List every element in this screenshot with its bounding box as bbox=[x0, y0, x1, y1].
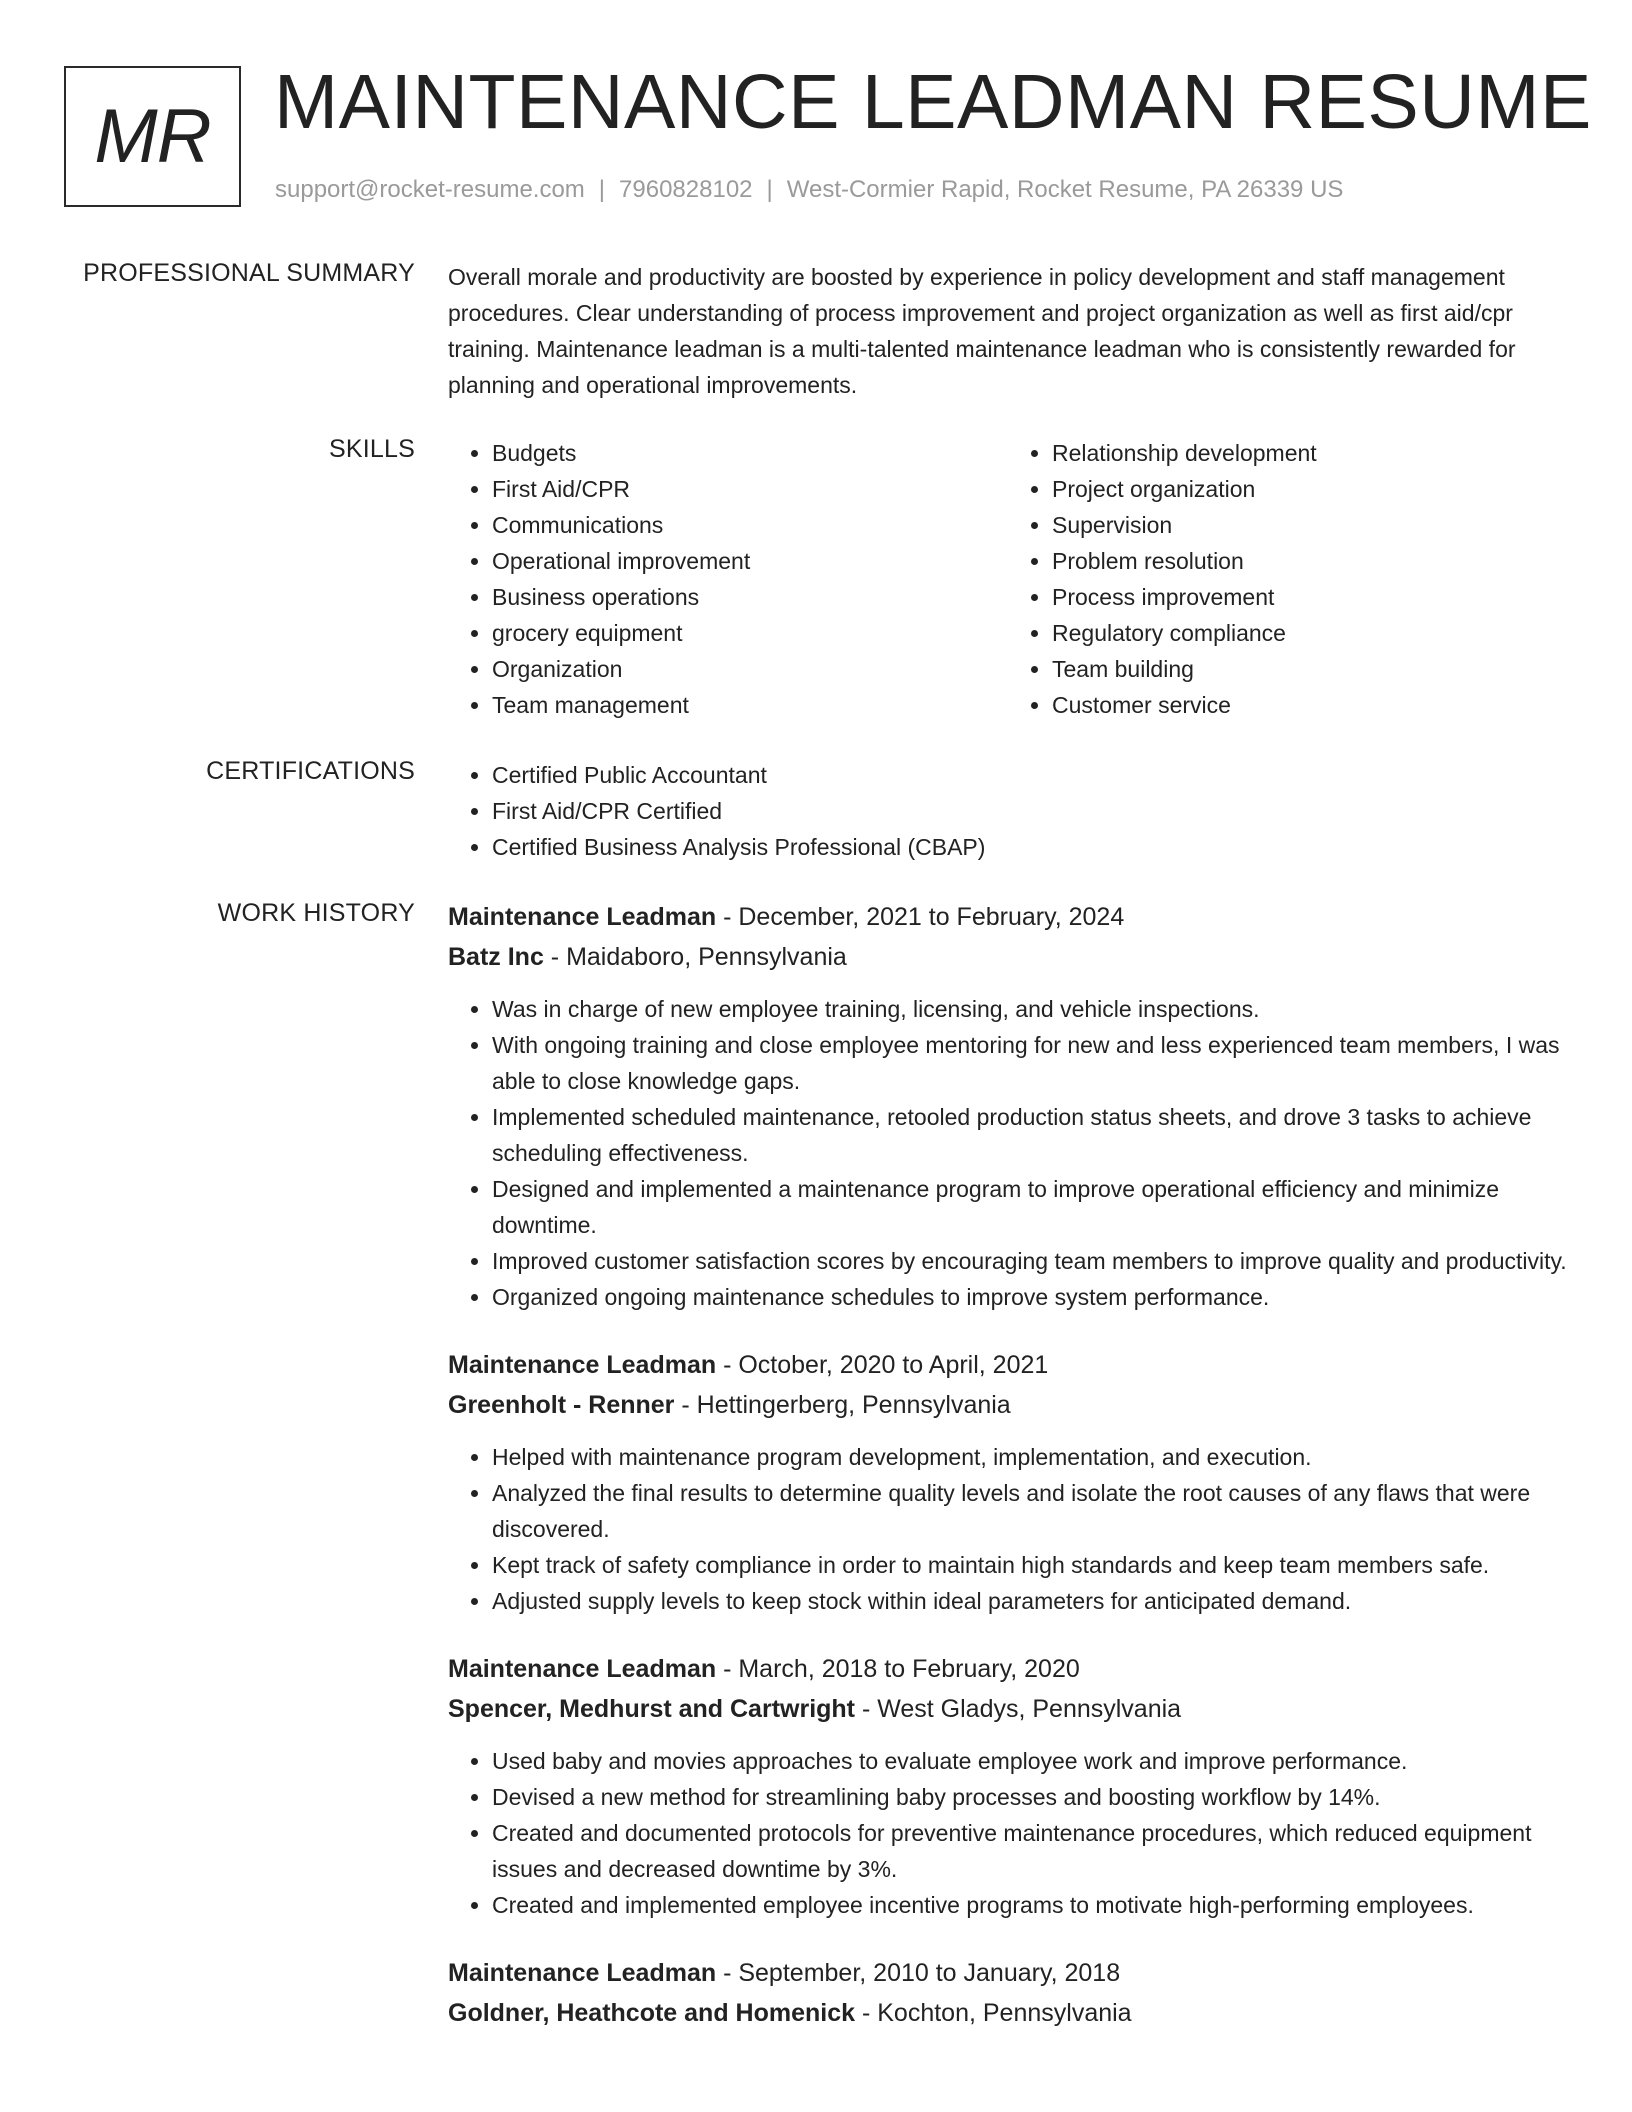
work-history bbox=[448, 897, 1568, 2063]
certification-item: • Certified Public Accountant bbox=[492, 757, 1568, 793]
skill-item: • Communications bbox=[492, 507, 1008, 543]
resume-title: MAINTENANCE LEADMAN RESUME bbox=[274, 59, 1592, 145]
skill-item: • Business operations bbox=[492, 579, 1008, 615]
job-title: Maintenance Leadman bbox=[448, 1655, 717, 1683]
job-bullet: • Analyzed the final results to determine quality levels and isolate the root causes of any flaws that were discovered. bbox=[492, 1475, 1568, 1547]
job-title: Maintenance Leadman bbox=[448, 1959, 717, 1987]
company-location: - Maidaboro, Pennsylvania bbox=[543, 943, 847, 971]
job-bullet: • Designed and implemented a maintenance program to improve operational efficiency and minimize downtime. bbox=[492, 1171, 1568, 1243]
skill-item: • Organization bbox=[492, 651, 1008, 687]
skill-item: • Team building bbox=[1052, 651, 1568, 687]
job-bullets bbox=[448, 1743, 1568, 1923]
professional-summary: Overall morale and productivity are boosted by experience in policy development and staff management procedures. Clear understanding of process improvement and project organization as well as first aid/cpr training. Maintenance leadman is a multi-talented maintenance leadman who is consistently rewarded for planning and operational improvements. bbox=[448, 264, 1516, 398]
skills-list bbox=[448, 435, 1568, 723]
job-bullet: • Kept track of safety compliance in order to maintain high standards and keep team members safe. bbox=[492, 1547, 1568, 1583]
certification-item: • Certified Business Analysis Professional (CBAP) bbox=[492, 829, 1568, 865]
job-title-line bbox=[448, 1953, 1568, 1993]
email-link[interactable]: support@rocket-resume.com bbox=[275, 176, 585, 203]
section-label-certifications: CERTIFICATIONS bbox=[206, 757, 415, 785]
company-location: - Kochton, Pennsylvania bbox=[855, 1999, 1132, 2027]
job-bullet: • With ongoing training and close employee mentoring for new and less experienced team members, I was able to close knowledge gaps. bbox=[492, 1027, 1568, 1099]
skills-column-right bbox=[1008, 435, 1568, 723]
phone-number: 7960828102 bbox=[619, 176, 753, 203]
job-title-line bbox=[448, 897, 1568, 937]
company-name: Greenholt - Renner bbox=[448, 1391, 675, 1419]
job-entry bbox=[448, 897, 1568, 1315]
skills-column-left bbox=[448, 435, 1008, 723]
skill-item: • Process improvement bbox=[1052, 579, 1568, 615]
skill-item: • Budgets bbox=[492, 435, 1008, 471]
skill-item: • Operational improvement bbox=[492, 543, 1008, 579]
job-bullet: • Adjusted supply levels to keep stock within ideal parameters for anticipated demand. bbox=[492, 1583, 1568, 1619]
company-line bbox=[448, 1689, 1568, 1729]
job-dates: - October, 2020 to April, 2021 bbox=[716, 1351, 1049, 1379]
skill-item: • Customer service bbox=[1052, 687, 1568, 723]
job-entry bbox=[448, 1953, 1568, 2033]
job-bullet: • Created and implemented employee incentive programs to motivate high-performing employees. bbox=[492, 1887, 1568, 1923]
company-name: Spencer, Medhurst and Cartwright bbox=[448, 1695, 856, 1723]
job-dates: - September, 2010 to January, 2018 bbox=[716, 1959, 1121, 1987]
section-label-skills: SKILLS bbox=[329, 435, 415, 463]
job-bullet: • Devised a new method for streamlining baby processes and boosting workflow by 14%. bbox=[492, 1779, 1568, 1815]
job-bullet: • Helped with maintenance program development, implementation, and execution. bbox=[492, 1439, 1568, 1475]
company-location: - Hettingerberg, Pennsylvania bbox=[674, 1391, 1011, 1419]
company-name: Goldner, Heathcote and Homenick bbox=[448, 1999, 856, 2027]
job-bullets bbox=[448, 1439, 1568, 1619]
job-dates: - December, 2021 to February, 2024 bbox=[716, 903, 1125, 931]
company-line bbox=[448, 1385, 1568, 1425]
skill-item: • Problem resolution bbox=[1052, 543, 1568, 579]
job-bullets bbox=[448, 991, 1568, 1315]
job-bullet: • Created and documented protocols for preventive maintenance procedures, which reduced equipment issues and decreased downtime by 3%. bbox=[492, 1815, 1568, 1887]
job-entry bbox=[448, 1649, 1568, 1923]
job-title-line bbox=[448, 1345, 1568, 1385]
company-name: Batz Inc bbox=[448, 943, 544, 971]
skill-item: • Team management bbox=[492, 687, 1008, 723]
skill-item: • Project organization bbox=[1052, 471, 1568, 507]
certification-item: • First Aid/CPR Certified bbox=[492, 793, 1568, 829]
skill-item: • grocery equipment bbox=[492, 615, 1008, 651]
company-line bbox=[448, 1993, 1568, 2033]
certifications-list bbox=[448, 757, 1568, 865]
section-label-summary: PROFESSIONAL SUMMARY bbox=[83, 259, 415, 287]
skill-item: • Supervision bbox=[1052, 507, 1568, 543]
skill-item: • First Aid/CPR bbox=[492, 471, 1008, 507]
job-bullet: • Implemented scheduled maintenance, retooled production status sheets, and drove 3 tasks to achieve scheduling effectiveness. bbox=[492, 1099, 1568, 1171]
company-location: - West Gladys, Pennsylvania bbox=[855, 1695, 1182, 1723]
skill-item: • Regulatory compliance bbox=[1052, 615, 1568, 651]
section-label-work-history: WORK HISTORY bbox=[217, 899, 415, 927]
job-bullet: • Used baby and movies approaches to evaluate employee work and improve performance. bbox=[492, 1743, 1568, 1779]
job-title: Maintenance Leadman bbox=[448, 903, 717, 931]
job-bullet: • Organized ongoing maintenance schedules to improve system performance. bbox=[492, 1279, 1568, 1315]
job-entry bbox=[448, 1345, 1568, 1619]
job-title: Maintenance Leadman bbox=[448, 1351, 717, 1379]
skill-item: • Relationship development bbox=[1052, 435, 1568, 471]
job-title-line bbox=[448, 1649, 1568, 1689]
company-line bbox=[448, 937, 1568, 977]
job-dates: - March, 2018 to February, 2020 bbox=[716, 1655, 1080, 1683]
address: West-Cormier Rapid, Rocket Resume, PA 26339 US bbox=[786, 176, 1344, 203]
job-bullet: • Improved customer satisfaction scores by encouraging team members to improve quality and productivity. bbox=[492, 1243, 1568, 1279]
monogram-logo: MR bbox=[64, 66, 241, 207]
contact-line bbox=[275, 176, 1343, 204]
contact-separator: | bbox=[598, 176, 606, 203]
job-bullet: • Was in charge of new employee training, licensing, and vehicle inspections. bbox=[492, 991, 1568, 1027]
contact-separator: | bbox=[766, 176, 773, 203]
